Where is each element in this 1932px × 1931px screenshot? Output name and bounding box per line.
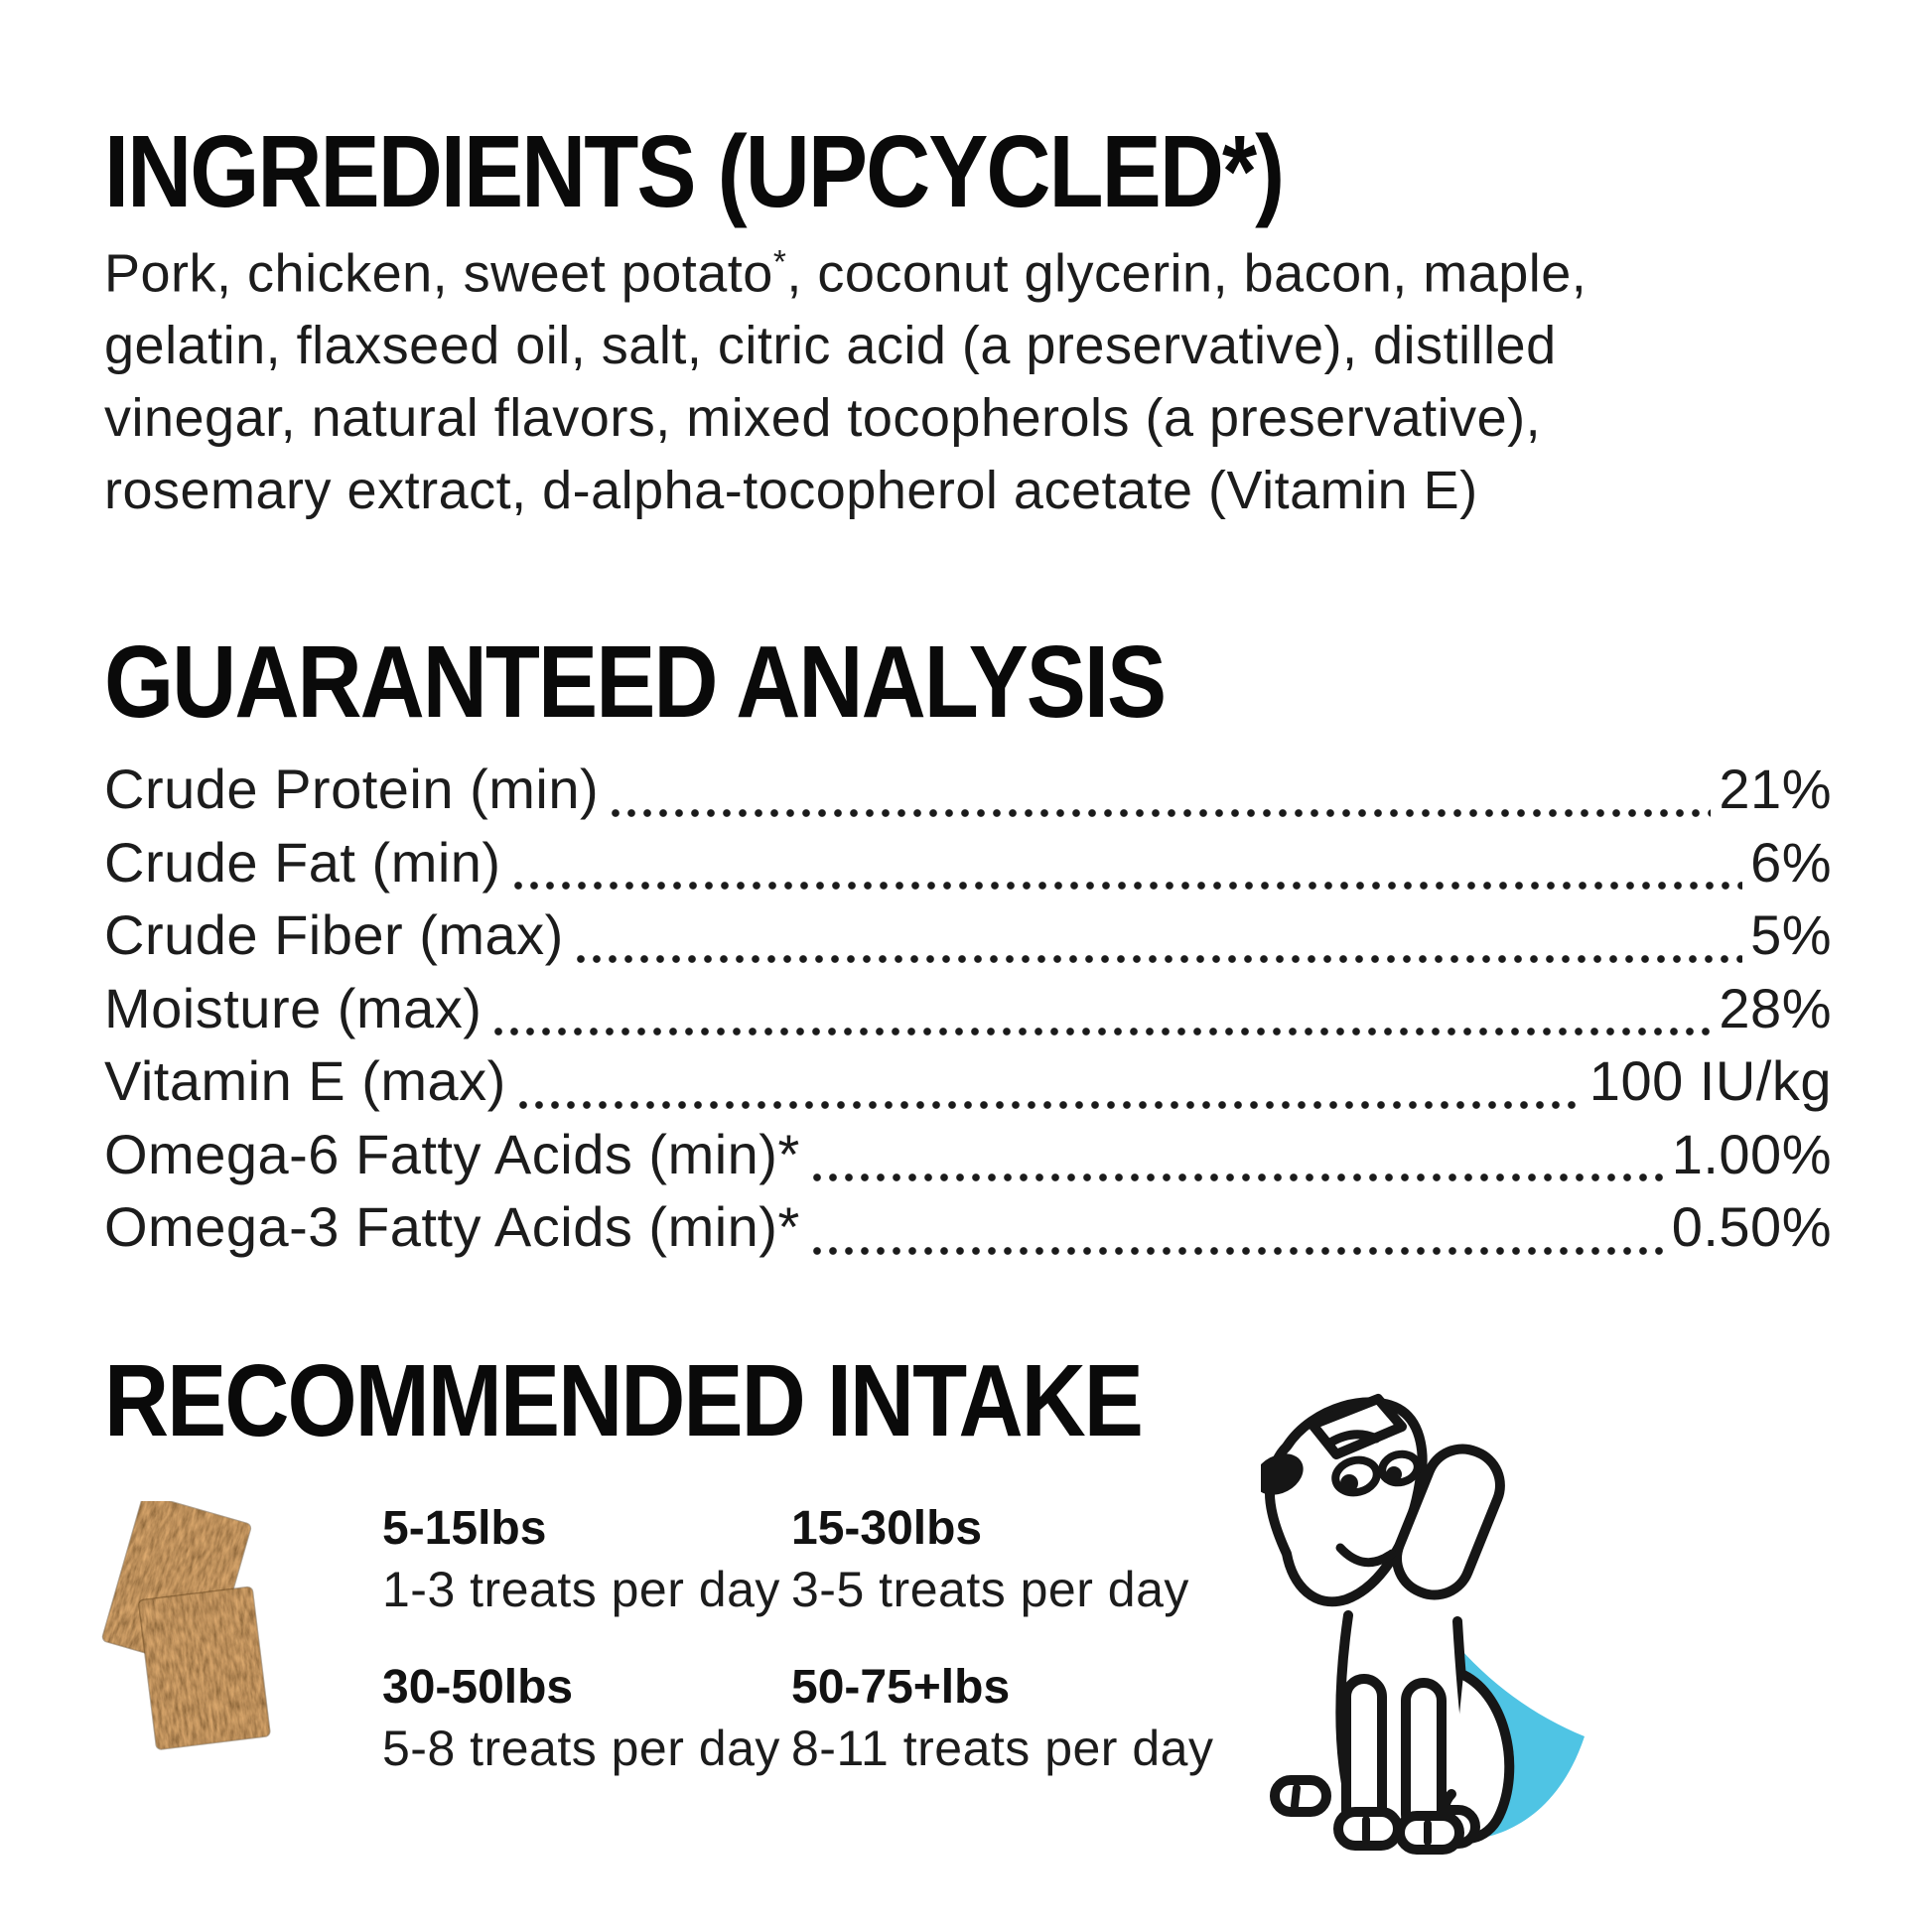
intake-range: 5-15lbs bbox=[382, 1502, 547, 1555]
ingredients-line1-pre: Pork, chicken, sweet potato bbox=[104, 243, 773, 304]
analysis-row-crude-fiber bbox=[104, 902, 1832, 976]
analysis-value: 28% bbox=[1719, 976, 1832, 1039]
analysis-label: Vitamin E (max) bbox=[104, 1049, 506, 1112]
analysis-row-omega3 bbox=[104, 1194, 1832, 1268]
analysis-value: 100 IU/kg bbox=[1588, 1049, 1832, 1112]
analysis-value: 1.00% bbox=[1671, 1122, 1832, 1185]
analysis-row-crude-protein bbox=[104, 757, 1832, 830]
intake-cell-15-30 bbox=[791, 1501, 1200, 1616]
dot-leader bbox=[812, 1245, 1664, 1257]
jerky-treats-icon bbox=[97, 1501, 281, 1761]
ingredients-paragraph bbox=[104, 226, 1587, 527]
recommended-intake-heading: RECOMMENDED INTAKE bbox=[104, 1344, 1142, 1458]
upcycled-asterisk: * bbox=[772, 244, 787, 281]
dot-leader bbox=[611, 807, 1711, 819]
analysis-row-vitamin-e bbox=[104, 1048, 1832, 1122]
dot-leader bbox=[513, 880, 1742, 892]
intake-cell-5-15 bbox=[382, 1501, 791, 1616]
ingredients-line bbox=[104, 226, 1587, 310]
intake-amount: 5-8 treats per day bbox=[382, 1721, 780, 1776]
intake-amount: 8-11 treats per day bbox=[791, 1721, 1214, 1776]
ingredients-line: rosemary extract, d-alpha-tocopherol acetate (Vitamin E) bbox=[104, 461, 1478, 521]
superhero-dog-icon bbox=[1261, 1385, 1598, 1862]
ingredients-heading: INGREDIENTS (UPCYCLED*) bbox=[104, 115, 1284, 229]
analysis-value: 5% bbox=[1750, 903, 1832, 966]
dot-leader bbox=[812, 1172, 1664, 1183]
intake-range: 15-30lbs bbox=[791, 1502, 983, 1555]
analysis-label: Crude Fiber (max) bbox=[104, 903, 564, 966]
guaranteed-analysis-table bbox=[104, 757, 1832, 1268]
analysis-value: 0.50% bbox=[1671, 1195, 1832, 1258]
analysis-value: 6% bbox=[1750, 830, 1832, 894]
ingredients-line1-post: , coconut glycerin, bacon, maple, bbox=[786, 243, 1587, 304]
analysis-label: Omega-6 Fatty Acids (min)* bbox=[104, 1122, 800, 1185]
dot-leader bbox=[518, 1099, 1582, 1111]
intake-cell-30-50 bbox=[382, 1660, 791, 1775]
analysis-row-moisture bbox=[104, 976, 1832, 1049]
analysis-row-crude-fat bbox=[104, 830, 1832, 903]
analysis-label: Crude Fat (min) bbox=[104, 830, 501, 894]
intake-grid bbox=[382, 1501, 1214, 1776]
analysis-value: 21% bbox=[1719, 758, 1832, 820]
ingredients-line: gelatin, flaxseed oil, salt, citric acid (a preservative), distilled bbox=[104, 316, 1557, 376]
guaranteed-analysis-heading: GUARANTEED ANALYSIS bbox=[104, 625, 1166, 740]
dot-leader bbox=[493, 1026, 1711, 1037]
intake-range: 50-75+lbs bbox=[791, 1661, 1011, 1714]
intake-amount: 3-5 treats per day bbox=[791, 1562, 1189, 1617]
ingredients-line: vinegar, natural flavors, mixed tocopherols (a preservative), bbox=[104, 388, 1542, 449]
dot-leader bbox=[576, 953, 1742, 965]
analysis-label: Omega-3 Fatty Acids (min)* bbox=[104, 1195, 800, 1258]
intake-range: 30-50lbs bbox=[382, 1661, 574, 1714]
treat-slab-front bbox=[139, 1586, 270, 1749]
analysis-label: Moisture (max) bbox=[104, 976, 483, 1039]
analysis-label: Crude Protein (min) bbox=[104, 758, 600, 820]
intake-amount: 1-3 treats per day bbox=[382, 1562, 780, 1617]
intake-cell-50-75 bbox=[791, 1660, 1214, 1776]
analysis-row-omega6 bbox=[104, 1122, 1832, 1195]
